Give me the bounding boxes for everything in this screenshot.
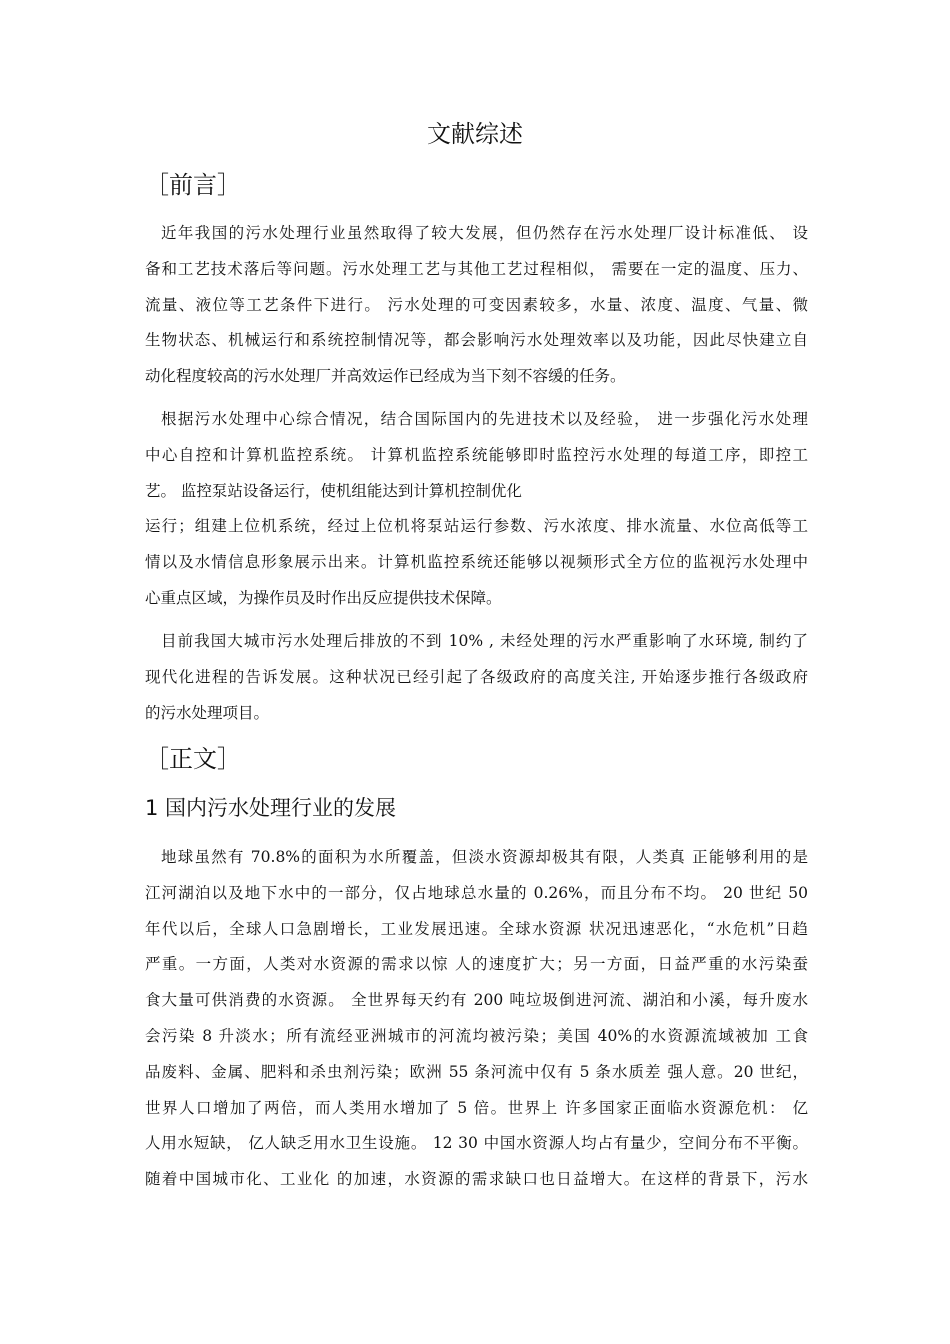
text-line: 会污染 8 升淡水；所有流经亚洲城市的河流均被污染；美国 40%的水资源流域被加 工食 xyxy=(145,1026,808,1045)
text-line: 运行；组建上位机系统，经过上位机将泵站运行参数、污水浓度、排水流量、水位高低等工 xyxy=(145,517,808,536)
text-line: 的污水处理项目。 xyxy=(145,703,270,722)
text-line: 目前我国大城市污水处理后排放的不到 10% , 未经处理的污水严重影响了水环境, 制约了 xyxy=(161,632,808,650)
text-line: 流量、液位等工艺条件下进行。 污水处理的可变因素较多，水量、浓度、温度、气量、微 xyxy=(145,295,808,314)
text-line: 近年我国的污水处理行业虽然取得了较大发展，但仍然存在污水处理厂设计标准低、 设 xyxy=(161,224,808,242)
text-line: 现代化进程的告诉发展。这种状况已经引起了各级政府的高度关注, 开始逐步推行各级政府 xyxy=(145,667,808,686)
text-line: 生物状态、机械运行和系统控制情况等，都会影响污水处理效率以及功能，因此尽快建立自 xyxy=(145,331,808,350)
text-line: 江河湖泊以及地下水中的一部分，仅占地球总水量的 0.26%，而且分布不均。 20 世纪 50 xyxy=(145,883,808,902)
section-heading-main: ［正文］ xyxy=(145,745,241,773)
preface-paragraph-1 xyxy=(145,216,808,395)
subsection-heading-1: 1 国内污水处理行业的发展 xyxy=(145,796,397,820)
text-line: 心重点区域，为操作员及时作出反应提供技术保障。 xyxy=(145,588,502,607)
text-line: 世界人口增加了两倍，而人类用水增加了 5 倍。世界上 许多国家正面临水资源危机： 亿 xyxy=(145,1098,808,1117)
preface-paragraph-2 xyxy=(145,402,808,617)
text-line: 随着中国城市化、工业化 的加速，水资源的需求缺口也日益增大。在这样的背景下，污水 xyxy=(145,1170,808,1189)
text-line: 年代以后，全球人口急剧增长，工业发展迅速。全球水资源 状况迅速恶化，“水危机”日趋 xyxy=(145,919,808,938)
section-heading-preface: ［前言］ xyxy=(145,171,241,199)
text-line: 根据污水处理中心综合情况，结合国际国内的先进技术以及经验， 进一步强化污水处理 xyxy=(161,410,808,428)
preface-paragraph-3 xyxy=(145,624,808,731)
text-line: 品废料、金属、肥料和杀虫剂污染；欧洲 55 条河流中仅有 5 条水质差 强人意。20 世纪， xyxy=(145,1062,808,1081)
text-line: 备和工艺技术落后等问题。污水处理工艺与其他工艺过程相似， 需要在一定的温度、压力、 xyxy=(145,259,808,278)
text-line: 艺。 监控泵站设备运行，使机组能达到计算机控制优化 xyxy=(145,481,522,500)
text-line: 人用水短缺， 亿人缺乏用水卫生设施。 12 30 中国水资源人均占有量少，空间分布不平衡。 xyxy=(145,1134,808,1153)
text-line: 中心自控和计算机监控系统。 计算机监控系统能够即时监控污水处理的每道工序，即控工 xyxy=(145,445,808,464)
text-line: 严重。一方面，人类对水资源的需求以惊 人的速度扩大；另一方面，日益严重的水污染蚕 xyxy=(145,955,808,974)
text-line: 食大量可供消费的水资源。 全世界每天约有 200 吨垃圾倒进河流、湖泊和小溪，每升废水 xyxy=(145,991,808,1010)
text-line: 动化程度较高的污水处理厂并高效运作已经成为当下刻不容缓的任务。 xyxy=(145,367,626,386)
main-paragraph-1 xyxy=(145,840,808,1198)
text-line: 情以及水情信息形象展示出来。计算机监控系统还能够以视频形式全方位的监视污水处理中 xyxy=(145,553,808,572)
text-line: 地球虽然有 70.8%的面积为水所覆盖，但淡水资源却极其有限，人类真 正能够利用的是 xyxy=(161,848,808,866)
document-title: 文献综述 xyxy=(427,120,523,148)
